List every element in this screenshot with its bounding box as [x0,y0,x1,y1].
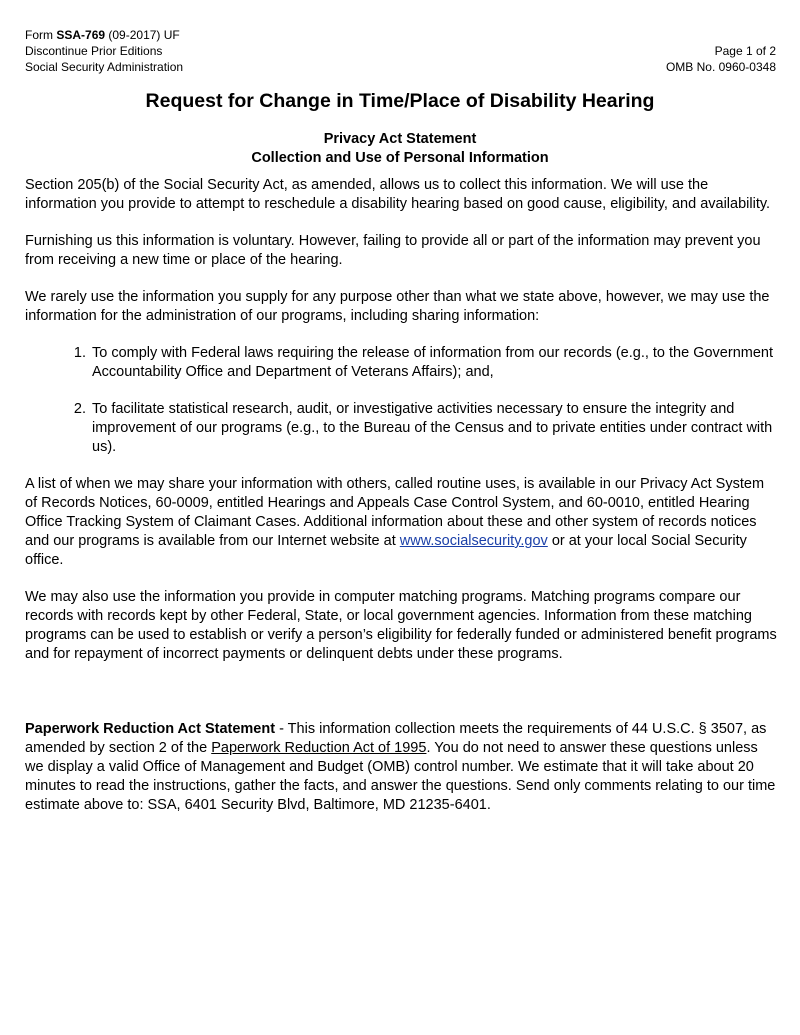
form-revision: (09-2017) UF [105,28,180,42]
privacy-heading-subtitle: Collection and Use of Personal Information [251,150,549,166]
ssa-website-link[interactable]: www.socialsecurity.gov [399,533,548,549]
paperwork-heading: Paperwork Reduction Act Statement [25,721,276,737]
discontinue-note: Discontinue Prior Editions [25,44,163,58]
paperwork-statement [25,720,780,815]
privacy-paragraph-2: Furnishing us this information is voluntary. However, failing to provide all or part of the information may prevent you from receiving a new time or place of the hearing. [25,233,761,268]
paperwork-act-link[interactable]: Paperwork Reduction Act of 1995 [211,740,427,756]
list-item: 2. To facilitate statistical research, audit, or investigative activities necessary to ensure the integrity and improvement of our programs (e.g., to the Bureau of the Census and to private entities under contract with us). [90,400,780,457]
form-header-left [25,27,183,75]
privacy-paragraph-5: We may also use the information you provide in computer matching programs. Matching programs compare our records with records kept by other Federal, State, or local government agencies. Information from these matching programs can be used to establish or verify a person’s eligibility for federally funded or administered benefit programs and for repayment of incorrect payments or delinquent debts under these programs. [25,589,777,662]
privacy-heading-title: Privacy Act Statement [323,131,477,147]
privacy-paragraph-1: Section 205(b) of the Social Security Act, as amended, allows us to collect this information. We will use the information you provide to attempt to reschedule a disability hearing based on good cause, eligibility, and availability. [25,177,771,212]
page-title: Request for Change in Time/Place of Disability Hearing [145,90,655,112]
form-body [25,176,780,833]
routine-use-list [25,344,780,457]
form-number: SSA-769 [56,28,106,42]
paragraph-text: A list of when we may share your information with others, called routine uses, is available in our Privacy Act System of Records Notices, 60-0009, entitled Hearings and Appeals Case Control System, and 60-0010, entitled Hearing Office Tracking System of Claimant Cases. Additional information about these and other system of records notices and our programs is available from our Internet website at [25,476,765,549]
privacy-heading [0,130,800,168]
form-header-right [666,43,776,75]
privacy-paragraph-3: We rarely use the information you supply for any purpose other than what we state above, however, we may use the information for the administration of our programs, including sharing information: [25,289,770,324]
paragraph-text: or at your local Social Security office. [25,533,747,568]
paragraph-text: . You do not need to answer these questions unless we display a valid Office of Management and Budget (OMB) control number. We estimate that it will take about 20 minutes to read the instructions, gather the facts, and answer the questions. Send only comments relating to our time estimate above to: SSA, 6401 Security Blvd, Baltimore, MD 21235-6401. [25,740,776,813]
privacy-paragraph-4 [25,475,780,570]
omb-number: OMB No. 0960-0348 [665,60,776,74]
paragraph-text: - This information collection meets the requirements of 44 U.S.C. § 3507, as amended by section 2 of the [25,721,767,756]
page-number: Page 1 of 2 [714,44,776,58]
agency-name: Social Security Administration [25,60,184,74]
form-prefix: Form [25,28,57,42]
form-id-line [25,27,183,43]
section-spacer [25,682,780,720]
list-item: 1. To comply with Federal laws requiring the release of information from our records (e.g., to the Government Accountability Office and Department of Veterans Affairs); and, [90,344,780,382]
